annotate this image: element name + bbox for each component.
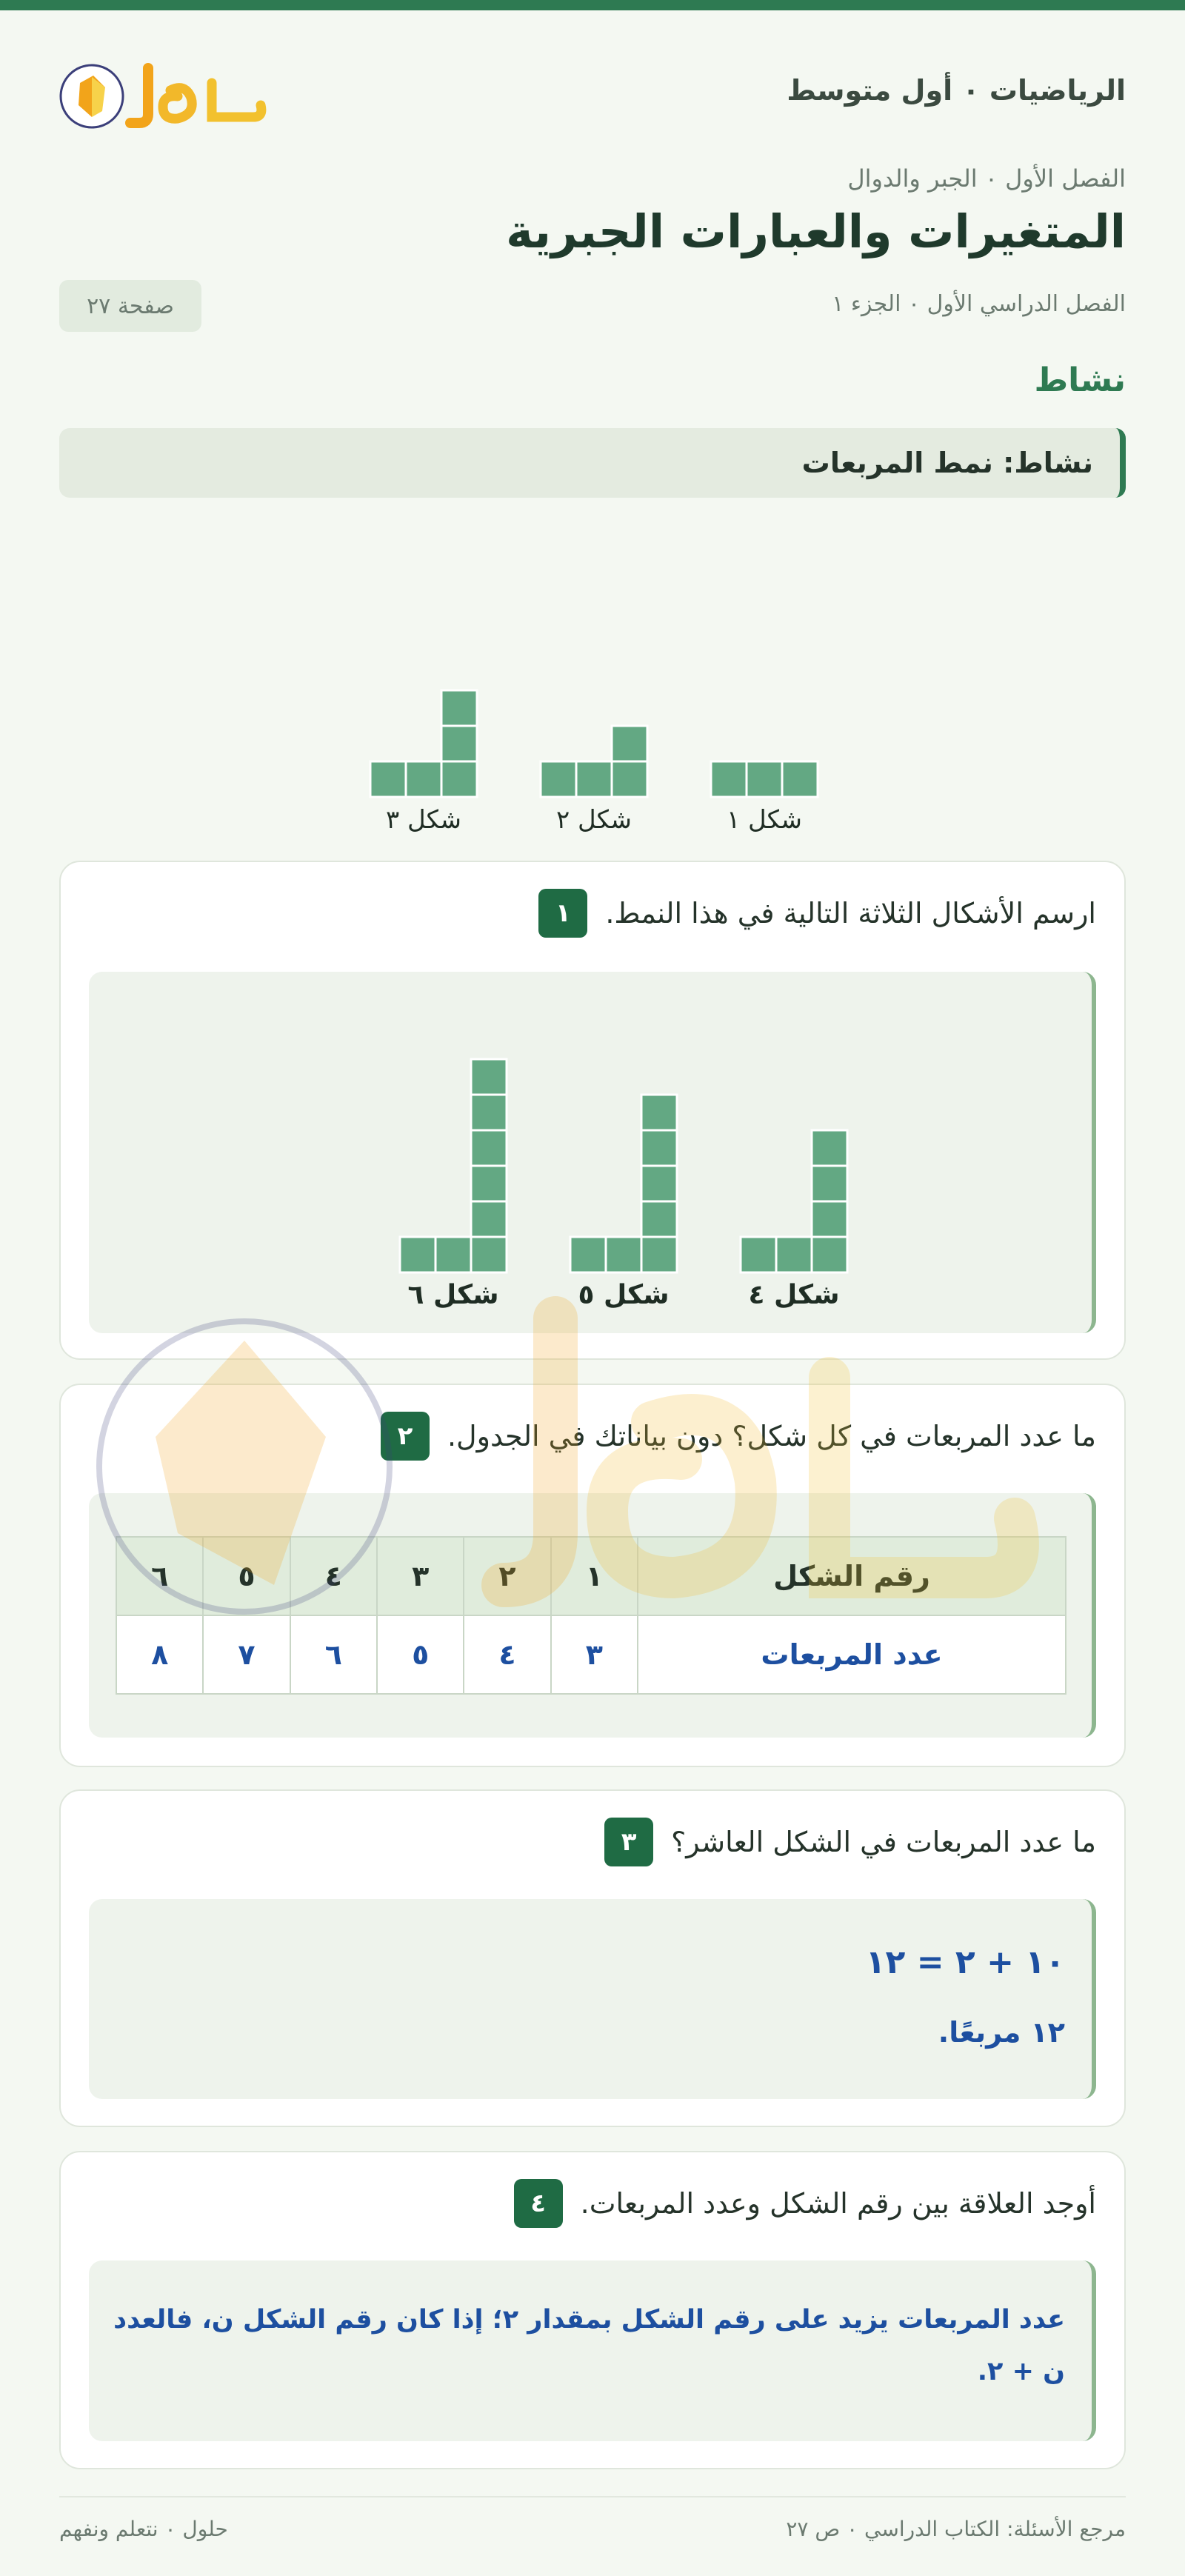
table-cell: ٥ bbox=[377, 1615, 464, 1694]
answer-box bbox=[89, 1493, 1096, 1738]
question-header bbox=[514, 2179, 1096, 2228]
square bbox=[641, 1130, 677, 1166]
square-figure bbox=[741, 1130, 847, 1310]
lesson-title: المتغيرات والعبارات الجبرية bbox=[506, 204, 1126, 258]
page-header bbox=[59, 46, 1126, 147]
table-header-cell: ١ bbox=[551, 1537, 638, 1615]
question-header bbox=[538, 889, 1096, 938]
question-number: ٤ bbox=[514, 2179, 563, 2228]
figure-label: شكل ٦ bbox=[407, 1280, 499, 1310]
question-text: أوجد العلاقة بين رقم الشكل وعدد المربعات. bbox=[580, 2187, 1096, 2220]
question-number: ٣ bbox=[604, 1818, 653, 1866]
square bbox=[782, 761, 818, 797]
square-figure bbox=[370, 690, 477, 835]
question-number: ١ bbox=[538, 889, 587, 938]
question-text: ما عدد المربعات في كل شكل؟ دون بياناتك في الجدول. bbox=[447, 1420, 1096, 1452]
question-number: ٢ bbox=[381, 1412, 430, 1461]
table-header-cell: ٢ bbox=[464, 1537, 550, 1615]
table-cell: ٤ bbox=[464, 1615, 550, 1694]
square bbox=[776, 1237, 812, 1272]
subject-grade: الرياضيات ٠ أول متوسط bbox=[787, 74, 1126, 107]
question-card-1 bbox=[59, 861, 1126, 1360]
table-row-label: عدد المربعات bbox=[638, 1615, 1066, 1694]
square-figure bbox=[400, 1059, 507, 1310]
table-header-cell: ٤ bbox=[290, 1537, 377, 1615]
square bbox=[641, 1095, 677, 1130]
table-cell: ٣ bbox=[551, 1615, 638, 1694]
square bbox=[441, 726, 477, 761]
table-header-label: رقم الشكل bbox=[638, 1537, 1066, 1615]
answer-text-line-2: ن + ٢. bbox=[977, 2357, 1065, 2386]
square bbox=[541, 761, 576, 797]
figure-label: شكل ٤ bbox=[748, 1280, 840, 1310]
answer-box bbox=[89, 972, 1096, 1333]
question-text: ارسم الأشكال الثلاثة التالية في هذا النمط. bbox=[605, 897, 1096, 930]
square bbox=[812, 1237, 847, 1272]
square bbox=[471, 1237, 507, 1272]
square bbox=[747, 761, 782, 797]
hulul-logo bbox=[59, 46, 267, 147]
question-header bbox=[381, 1412, 1096, 1461]
question-text: ما عدد المربعات في الشكل العاشر؟ bbox=[671, 1826, 1096, 1858]
page-number-badge: صفحة ٢٧ bbox=[59, 280, 201, 332]
square bbox=[612, 761, 647, 797]
square-figure bbox=[570, 1095, 677, 1310]
answer-box bbox=[89, 2260, 1096, 2441]
square bbox=[570, 1237, 606, 1272]
drawn-figures bbox=[341, 1046, 859, 1312]
square bbox=[711, 761, 747, 797]
square bbox=[812, 1166, 847, 1201]
table-header-cell: ٣ bbox=[377, 1537, 464, 1615]
answer-result: ١٢ مربعًا. bbox=[938, 2016, 1065, 2049]
footer-brand: حلول ٠ نتعلم ونفهم bbox=[59, 2517, 228, 2541]
square bbox=[606, 1237, 641, 1272]
square-figure bbox=[711, 761, 818, 835]
square bbox=[471, 1201, 507, 1237]
table-header-cell: ٥ bbox=[203, 1537, 290, 1615]
answer-equation: ١٠ + ٢ = ١٢ bbox=[865, 1943, 1065, 1981]
square bbox=[741, 1237, 776, 1272]
square bbox=[471, 1095, 507, 1130]
square bbox=[441, 690, 477, 726]
activity-title: نشاط: نمط المربعات bbox=[801, 447, 1093, 479]
square bbox=[471, 1130, 507, 1166]
squares-table bbox=[116, 1536, 1066, 1695]
figure-label: شكل ٣ bbox=[385, 805, 462, 835]
table-row bbox=[116, 1615, 1066, 1694]
pattern-figures bbox=[311, 667, 830, 844]
square bbox=[400, 1237, 435, 1272]
footer-divider bbox=[59, 2496, 1126, 2497]
square bbox=[471, 1166, 507, 1201]
table-cell: ٧ bbox=[203, 1615, 290, 1694]
footer-reference: مرجع الأسئلة: الكتاب الدراسي ٠ ص ٢٧ bbox=[786, 2517, 1126, 2541]
square bbox=[471, 1059, 507, 1095]
square bbox=[641, 1237, 677, 1272]
figure-label: شكل ٢ bbox=[555, 805, 632, 835]
question-card-3 bbox=[59, 1789, 1126, 2127]
square bbox=[435, 1237, 471, 1272]
figure-label: شكل ٥ bbox=[578, 1280, 670, 1310]
table-header-cell: ٦ bbox=[116, 1537, 203, 1615]
top-accent-bar bbox=[0, 0, 1185, 10]
question-card-2 bbox=[59, 1384, 1126, 1767]
square bbox=[370, 761, 406, 797]
semester-label: الفصل الدراسي الأول ٠ الجزء ١ bbox=[832, 291, 1126, 317]
square bbox=[641, 1166, 677, 1201]
square bbox=[812, 1130, 847, 1166]
activity-title-bar bbox=[59, 428, 1126, 498]
table-header-row bbox=[116, 1537, 1066, 1615]
square bbox=[641, 1201, 677, 1237]
table-cell: ٨ bbox=[116, 1615, 203, 1694]
answer-text-line-1: عدد المربعات يزيد على رقم الشكل بمقدار ٢؛ إذا كان رقم الشكل ن، فالعدد bbox=[113, 2305, 1065, 2335]
square bbox=[406, 761, 441, 797]
section-title: نشاط bbox=[1034, 361, 1126, 399]
square-figure bbox=[541, 726, 647, 835]
square bbox=[612, 726, 647, 761]
square bbox=[576, 761, 612, 797]
square bbox=[441, 761, 477, 797]
question-card-4 bbox=[59, 2151, 1126, 2469]
question-header bbox=[604, 1818, 1096, 1866]
figure-label: شكل ١ bbox=[726, 805, 803, 835]
chapter-breadcrumb: الفصل الأول ٠ الجبر والدوال bbox=[847, 164, 1126, 193]
table-cell: ٦ bbox=[290, 1615, 377, 1694]
square bbox=[812, 1201, 847, 1237]
answer-box bbox=[89, 1899, 1096, 2099]
